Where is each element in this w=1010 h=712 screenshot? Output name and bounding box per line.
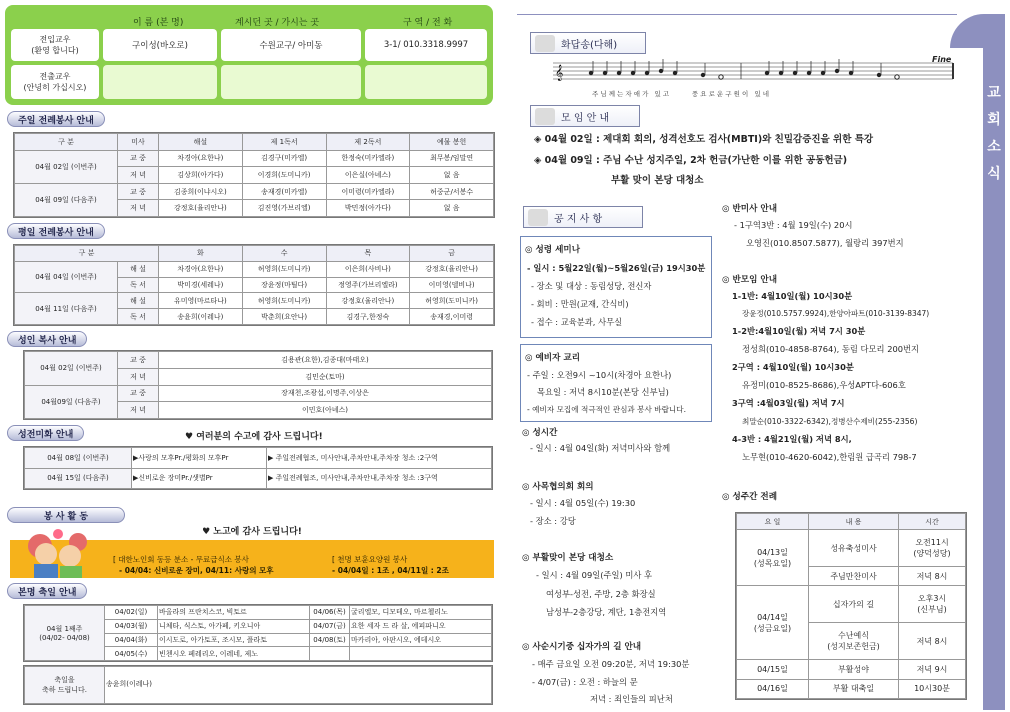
top-rule bbox=[517, 14, 957, 15]
seminar-box bbox=[520, 236, 712, 338]
mass-cell: 교 중 bbox=[118, 352, 159, 369]
role-cell: 해 설 bbox=[118, 293, 159, 309]
banmoim-title: ◎ 반모임 안내 bbox=[722, 275, 777, 285]
meeting-item-1: ◈ 04월 02일 : 제대회 회의, 성격선호도 검사(MBTI)와 친밀감증진을 위한 특강 bbox=[534, 134, 874, 145]
cell: ▶신비로운 장미Pr./샛별Pr bbox=[132, 468, 267, 489]
cell: 장재천,조광섭,이명주,이상은 bbox=[159, 385, 492, 402]
holyhour-line: - 일시 : 4월 04일(화) 저녁미사와 함께 bbox=[530, 443, 671, 453]
time-cell: 오후3시 (신부님) bbox=[899, 586, 966, 623]
service-thanks: ♥ 노고에 감사 드립니다! bbox=[202, 527, 302, 537]
notice-title: 공 지 사 항 bbox=[554, 213, 603, 225]
time-cell: 저녁 9시 bbox=[899, 660, 966, 679]
cell: 박춘희(요안나) bbox=[242, 309, 326, 325]
cell: 굴리엘모, 디모테오, 마르첼리노 bbox=[350, 606, 492, 620]
move-in-label: 전입교우 (환영 합니다) bbox=[11, 29, 99, 61]
cell: 차경아(요한나) bbox=[159, 261, 243, 277]
col-header: 제 2독서 bbox=[326, 134, 410, 151]
content-cell: 수난예식 (성지보존헌금) bbox=[809, 623, 899, 660]
date-cell: 04월09일 (다음주) bbox=[25, 385, 118, 419]
day-cell: 04/16일 bbox=[737, 679, 809, 698]
mass-cell: 교 중 bbox=[118, 150, 159, 167]
cell: 정영주(가브리엘라) bbox=[326, 277, 410, 293]
cleaning-line: 남성부-2층강당, 계단, 1층전지역 bbox=[546, 607, 667, 617]
cell: 이시도로, 아가토포, 조시모, 플라토 bbox=[158, 633, 310, 647]
cell: 이미령(미카엘라) bbox=[326, 183, 410, 200]
congrats-names: 송윤희(이레나) bbox=[105, 667, 492, 704]
cell: ▶ 주일전례협조, 미사안내,주차안내,주차장 청소 :3구역 bbox=[267, 468, 492, 489]
banmoim-line: 최말순(010-3322-6342),정병산수제비(255-2356) bbox=[742, 417, 918, 426]
col-header: 미사 bbox=[118, 134, 159, 151]
congrats-label: 축일을 축하 드립니다. bbox=[25, 667, 105, 704]
meeting-item-3: 부활 맞이 본당 대청소 bbox=[611, 175, 704, 186]
col-header: 제 1독서 bbox=[242, 134, 326, 151]
side-tab-top bbox=[950, 14, 1005, 48]
week-cell: 04월 1째주 (04/02- 04/08) bbox=[25, 606, 105, 661]
cell: 허영희(도미니카) bbox=[410, 293, 494, 309]
table-row bbox=[25, 468, 492, 489]
banmoim-line: 3구역 :4월03일(월) 저녁 7시 bbox=[732, 398, 845, 408]
date-cell: 04/06(목) bbox=[310, 606, 350, 620]
cell: 김종희(이냐시오) bbox=[159, 183, 243, 200]
cell: ▶ 주일전례협조, 미사안내,주차안내,주차장 청소 :2구역 bbox=[267, 448, 492, 469]
cell: 허영희(도미니카) bbox=[242, 293, 326, 309]
role-cell: 해 설 bbox=[118, 261, 159, 277]
cell: 없 음 bbox=[410, 167, 494, 184]
col-header: 요 일 bbox=[737, 514, 809, 530]
move-out-contact bbox=[365, 65, 487, 99]
cell: 송재경,이미령 bbox=[410, 309, 494, 325]
day-cell: 04/14일 (성금요일) bbox=[737, 586, 809, 660]
cell: 없 음 bbox=[410, 200, 494, 217]
stations-line: - 4/07(금) : 오전 : 하늘의 문 bbox=[532, 677, 638, 687]
role-cell: 독 서 bbox=[118, 277, 159, 293]
date-cell: 04월 02일 (이번주) bbox=[25, 352, 118, 386]
date-cell: 04월 08일 (이번주) bbox=[25, 448, 132, 469]
move-in-place: 수원교구/ 아미동 bbox=[221, 29, 361, 61]
date-cell: 04월 11일 (다음주) bbox=[15, 293, 118, 325]
move-in-contact: 3-1/ 010.3318.9997 bbox=[365, 29, 487, 61]
cell: ▶사랑의 모후Pr./평화의 모후Pr bbox=[132, 448, 267, 469]
cell: 김진영(가브리엘) bbox=[242, 200, 326, 217]
role-cell: 독 서 bbox=[118, 309, 159, 325]
cell: 송윤희(이레나) bbox=[159, 309, 243, 325]
date-cell bbox=[310, 647, 350, 661]
content-cell: 성유축성미사 bbox=[809, 530, 899, 567]
weekday-title: 평일 전례봉사 안내 bbox=[7, 223, 105, 239]
prep-line: 목요일 : 저녁 8시10분(본당 신부님) bbox=[537, 387, 669, 397]
col-header: 목 bbox=[326, 246, 410, 262]
banmoim-line: 노무현(010-4620-6042),한림원 급곡리 798-7 bbox=[742, 452, 917, 462]
bansa-title: ◎ 반미사 안내 bbox=[722, 204, 777, 214]
bansa-line: 오영진(010.8507.5877), 월랑리 397번지 bbox=[746, 238, 904, 248]
col-header: 화 bbox=[159, 246, 243, 262]
service-title: 봉 사 활 동 bbox=[7, 507, 125, 523]
side-label: 교 회 소 식 bbox=[987, 85, 1001, 182]
altar-table bbox=[23, 446, 493, 490]
content-cell: 부활 대축일 bbox=[809, 679, 899, 698]
holyweek-table bbox=[735, 512, 967, 700]
holyweek-title: ◎ 성주간 전례 bbox=[722, 492, 777, 502]
banmoim-line: 1-1반: 4월10일(월) 10시30분 bbox=[732, 291, 853, 301]
stations-title: ◎ 사순시기중 십자가의 길 안내 bbox=[522, 642, 642, 652]
table-row bbox=[737, 660, 966, 679]
col-header: 시간 bbox=[899, 514, 966, 530]
hymn-title-box bbox=[530, 32, 646, 54]
table-row bbox=[15, 261, 494, 277]
adult-title: 성인 복사 안내 bbox=[7, 331, 87, 347]
stations-line: - 매주 금요일 오전 09:20분, 저녁 19:30분 bbox=[532, 659, 690, 669]
hymn-lyrics: 주 님 께 는 자 애 가 있 고 풍 요 로 운 구 원 이 있 네 bbox=[592, 90, 770, 98]
office-title: ◎ 사목협의회 회의 bbox=[522, 482, 594, 492]
header-contact: 구 역 / 전 화 bbox=[403, 18, 453, 28]
date-cell: 04/07(금) bbox=[310, 619, 350, 633]
weekday-table bbox=[13, 244, 495, 326]
cell: 이은희(사비나) bbox=[326, 261, 410, 277]
stations-line: 저녁 : 죄인들의 피난처 bbox=[590, 694, 673, 704]
adult-table bbox=[23, 350, 493, 420]
service-l2: - 04/04: 신비로운 장미, 04/11: 사랑의 모후 bbox=[119, 566, 274, 575]
date-cell: 04/02(일) bbox=[105, 606, 158, 620]
seminar-line: - 장소 및 대상 : 동림성당, 전신자 bbox=[531, 281, 652, 291]
prep-line: - 예비자 모집에 적극적인 관심과 봉사 바랍니다. bbox=[527, 405, 687, 414]
mass-cell: 교 중 bbox=[118, 183, 159, 200]
cell: 차경아(요한나) bbox=[159, 150, 243, 167]
date-cell: 04/08(토) bbox=[310, 633, 350, 647]
cell: 김상희(아가다) bbox=[159, 167, 243, 184]
cell: 강정호(율리안나) bbox=[159, 200, 243, 217]
table-row bbox=[25, 448, 492, 469]
bansa-line: - 1구역3반 : 4월 19일(수) 20시 bbox=[734, 220, 853, 230]
altar-thanks: ♥ 여러분의 수고에 감사 드립니다! bbox=[185, 432, 323, 442]
banmoim-line: 유정미(010-8525-8686),우성APT다-606호 bbox=[742, 380, 906, 390]
congrats-table bbox=[23, 665, 493, 705]
date-cell: 04월 02일 (이번주) bbox=[15, 150, 118, 183]
cell: 요한 세자 드 라 살, 에피파니오 bbox=[350, 619, 492, 633]
col-header: 해설 bbox=[159, 134, 243, 151]
header-place: 계시던 곳 / 가시는 곳 bbox=[235, 18, 320, 28]
time-cell: 저녁 8시 bbox=[899, 623, 966, 660]
cleaning-title: ◎ 부활맞이 본당 대청소 bbox=[522, 553, 614, 563]
content-cell: 부활성야 bbox=[809, 660, 899, 679]
table-row bbox=[737, 679, 966, 698]
cell: 김경구,한정숙 bbox=[326, 309, 410, 325]
cleaning-line: - 일시 : 4월 09일(주일) 미사 후 bbox=[536, 570, 653, 580]
service-r1: [ 천명 보훈요양원 봉사 bbox=[332, 555, 408, 564]
mass-cell: 저 녁 bbox=[118, 368, 159, 385]
header-name: 이 름 (본 명) bbox=[133, 18, 184, 28]
date-cell: 04월 04일 (이번주) bbox=[15, 261, 118, 293]
cell: 박민정(아가다) bbox=[326, 200, 410, 217]
col-header: 구 분 bbox=[15, 246, 159, 262]
nameday-table bbox=[23, 604, 493, 662]
cell: 허중군/서봉수 bbox=[410, 183, 494, 200]
svg-text:𝄞: 𝄞 bbox=[555, 65, 564, 81]
time-cell: 오전11시 (양덕성당) bbox=[899, 530, 966, 567]
table-row bbox=[15, 293, 494, 309]
cell: 바올라의 프란치스코, 빅토르 bbox=[158, 606, 310, 620]
mass-cell: 저 녁 bbox=[118, 402, 159, 419]
col-header: 예물 봉헌 bbox=[410, 134, 494, 151]
date-cell: 04월 15일 (다음주) bbox=[25, 468, 132, 489]
date-cell: 04/05(수) bbox=[105, 647, 158, 661]
col-header: 내 용 bbox=[809, 514, 899, 530]
table-row bbox=[25, 352, 492, 369]
meeting-item-2: ◈ 04월 09일 : 주님 수난 성지주일, 2차 헌금(가난한 이를 위한 공동헌금) bbox=[534, 155, 848, 166]
seminar-line: - 일시 : 5월22일(월)~5월26일(금) 19시30분 bbox=[527, 263, 706, 273]
move-in-name: 구이성(바오로) bbox=[103, 29, 217, 61]
priest-icon bbox=[535, 35, 555, 52]
banmoim-line: 정성희(010-4858-8764), 동림 다모리 200번지 bbox=[742, 344, 920, 354]
table-row bbox=[25, 606, 492, 620]
mass-cell: 교 중 bbox=[118, 385, 159, 402]
cell: 김용관(요한),김종대(마태오) bbox=[159, 352, 492, 369]
nameday-title: 본명 축일 안내 bbox=[7, 583, 87, 599]
col-header: 구 분 bbox=[15, 134, 118, 151]
cleaning-line: 여성부-성전, 주방, 2층 화장실 bbox=[546, 589, 656, 599]
time-cell: 10시30분 bbox=[899, 679, 966, 698]
content-cell: 십자가의 길 bbox=[809, 586, 899, 623]
cell: 박미경(세레나) bbox=[159, 277, 243, 293]
cell: 김경구(미카엘) bbox=[242, 150, 326, 167]
cell: 허영희(도미니카) bbox=[242, 261, 326, 277]
table-row bbox=[737, 586, 966, 623]
sunday-title: 주일 전례봉사 안내 bbox=[7, 111, 105, 127]
banmoim-line: 장윤정(010.5757.9924),한양아파트(010-3139-8347) bbox=[742, 309, 930, 318]
transfer-box bbox=[5, 5, 493, 105]
move-out-name bbox=[103, 65, 217, 99]
mass-cell: 저 녁 bbox=[118, 200, 159, 217]
banmoim-line: 2구역 : 4월10일(월) 10시30분 bbox=[732, 362, 854, 372]
cell: 한정숙(미카엘라) bbox=[326, 150, 410, 167]
seminar-title: ◎ 성령 세미나 bbox=[525, 245, 580, 255]
table-row bbox=[15, 183, 494, 200]
cell bbox=[350, 647, 492, 661]
priest-icon bbox=[535, 108, 555, 125]
table-row bbox=[15, 150, 494, 167]
cell: 이미영(델비나) bbox=[410, 277, 494, 293]
altar-title: 성전미화 안내 bbox=[7, 425, 84, 441]
prep-title: ◎ 예비자 교리 bbox=[525, 353, 580, 363]
notice-title-box bbox=[523, 206, 643, 228]
priest-icon bbox=[528, 209, 548, 226]
hymn-title: 화답송(다해) bbox=[561, 39, 618, 51]
office-line: - 일시 : 4월 05일(수) 19:30 bbox=[530, 498, 636, 508]
day-cell: 04/13일 (성목요일) bbox=[737, 530, 809, 586]
mass-cell: 저 녁 bbox=[118, 167, 159, 184]
banmoim-line: 1-2반:4월10일(월) 저녁 7시 30분 bbox=[732, 326, 866, 336]
time-cell: 저녁 8시 bbox=[899, 567, 966, 586]
prep-box bbox=[520, 344, 712, 422]
cell: 니체타, 식스토, 아가페, 키오니아 bbox=[158, 619, 310, 633]
office-line: - 장소 : 강당 bbox=[530, 516, 576, 526]
meeting-title: 모 임 안 내 bbox=[561, 112, 610, 124]
cell: 이민호(아녜스) bbox=[159, 402, 492, 419]
service-box bbox=[10, 524, 494, 578]
cell: 강정호(율리안나) bbox=[326, 293, 410, 309]
volunteers-icon bbox=[20, 526, 100, 578]
move-out-label: 전출교우 (안녕히 가십시오) bbox=[11, 65, 99, 99]
sunday-table bbox=[13, 132, 495, 218]
cell: 마카리아, 아판시오, 에데시오 bbox=[350, 633, 492, 647]
date-cell: 04월 09일 (다음주) bbox=[15, 183, 118, 216]
prep-line: - 주일 : 오전9시 ~10시(차경아 요한나) bbox=[527, 370, 672, 380]
table-row bbox=[737, 530, 966, 567]
move-out-place bbox=[221, 65, 361, 99]
cell: 이은실(아녜스) bbox=[326, 167, 410, 184]
col-header: 수 bbox=[242, 246, 326, 262]
cell: 강정호(율리안나) bbox=[410, 261, 494, 277]
holyhour-title: ◎ 성시간 bbox=[522, 428, 558, 438]
meeting-title-box bbox=[530, 105, 640, 127]
date-cell: 04/03(월) bbox=[105, 619, 158, 633]
cell: 김민순(토마) bbox=[159, 368, 492, 385]
date-cell: 04/04(화) bbox=[105, 633, 158, 647]
cell: 이경희(도미니카) bbox=[242, 167, 326, 184]
table-row bbox=[25, 385, 492, 402]
cell: 유미영(마르타나) bbox=[159, 293, 243, 309]
day-cell: 04/15일 bbox=[737, 660, 809, 679]
col-header: 금 bbox=[410, 246, 494, 262]
service-l1: [ 대한노인회 동등 분소 - 무료급식소 봉사 bbox=[113, 555, 249, 564]
cell: 최무봉/임말연 bbox=[410, 150, 494, 167]
cell: 장윤정(마틸다) bbox=[242, 277, 326, 293]
seminar-line: - 접수 : 교육분과, 사무실 bbox=[531, 317, 623, 327]
seminar-line: - 회비 : 만원(교재, 간식비) bbox=[531, 299, 629, 309]
cell: 송재경(미카엘) bbox=[242, 183, 326, 200]
content-cell: 주님만찬미사 bbox=[809, 567, 899, 586]
service-r2: - 04/04일 : 1조 , 04/11일 : 2조 bbox=[332, 566, 449, 575]
cell: 빈첸시오 페레리오, 이레네, 제노 bbox=[158, 647, 310, 661]
hymn-staff bbox=[553, 55, 971, 91]
hymn-fine: Fine bbox=[932, 55, 952, 64]
banmoim-line: 4-3반 : 4월21일(월) 저녁 8시, bbox=[732, 434, 852, 444]
